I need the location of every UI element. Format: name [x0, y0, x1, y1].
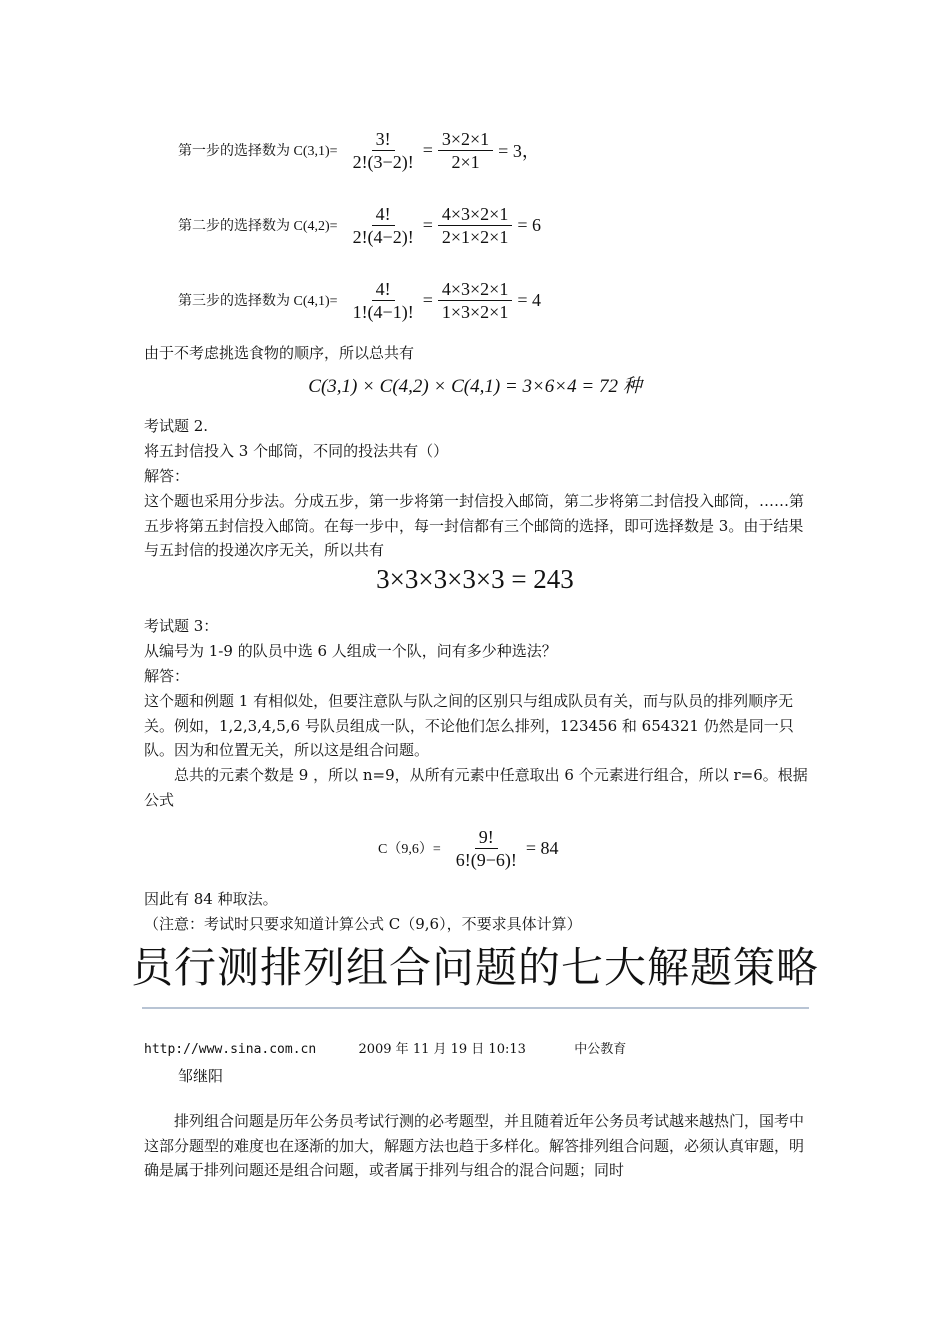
step-3-fraction-b	[438, 278, 512, 323]
q3-fraction	[452, 826, 521, 871]
fraction-denominator: 2!(3−2)!	[352, 151, 414, 172]
article-author: 邹继阳	[178, 1067, 224, 1085]
q3-note: （注意：考试时只要求知道计算公式 C（9,6），不要求具体计算）	[144, 915, 582, 933]
article-date: 2009 年 11 月 19 日 10:13	[358, 1042, 526, 1057]
step-1-fraction-b	[438, 128, 493, 173]
q3-conclusion: 因此有 84 种取法。	[144, 890, 278, 908]
step-3-fraction-a	[349, 278, 418, 323]
step-3-result: = 4	[517, 289, 541, 310]
step-2-fraction-b	[438, 203, 512, 248]
fraction-denominator: 1×3×2×1	[441, 301, 509, 322]
fraction-numerator: 4!	[372, 278, 395, 301]
step-2-label: 第二步的选择数为 C(4,2)=	[178, 219, 338, 234]
step-1-formula	[178, 120, 542, 180]
q2-answer-label: 解答：	[144, 467, 190, 485]
article-publisher: 中公教育	[574, 1042, 627, 1057]
step-1-fraction-a	[349, 128, 418, 173]
step-2-fraction-a	[349, 203, 418, 248]
fraction-numerator: 4×3×2×1	[438, 203, 512, 226]
fraction-numerator: 4×3×2×1	[438, 278, 512, 301]
total-intro-text: 由于不考虑挑选食物的顺序，所以总共有	[144, 344, 415, 362]
fraction-denominator: 6!(9−6)!	[455, 849, 517, 870]
step-2-formula	[178, 195, 543, 255]
q3-formula	[378, 818, 561, 878]
total-formula: C(3,1) × C(4,2) × C(4,1) = 3×6×4 = 72 种	[308, 376, 642, 397]
equals-sign: =	[422, 139, 433, 160]
q2-formula: 3×3×3×3×3 = 243	[376, 564, 574, 594]
q3-answer-label: 解答：	[144, 667, 190, 685]
q3-explanation-2: 总共的元素个数是 9 ，所以 n=9，从所有元素中任意取出 6 个元素进行组合，所以 r=6。根据公式	[144, 766, 808, 809]
fraction-numerator: 4!	[372, 203, 395, 226]
equals-sign: =	[422, 214, 433, 235]
step-2-result: = 6	[517, 214, 541, 235]
step-3-formula	[178, 270, 543, 330]
step-3-label: 第三步的选择数为 C(4,1)=	[178, 294, 338, 309]
step-1-label: 第一步的选择数为 C(3,1)=	[178, 144, 338, 159]
fraction-denominator: 2×1×2×1	[441, 226, 509, 247]
q3-formula-label: C（9,6）=	[378, 842, 441, 857]
q2-question: 将五封信投入 3 个邮筒，不同的投法共有（）	[144, 442, 449, 460]
fraction-denominator: 2!(4−2)!	[352, 226, 414, 247]
q2-title: 考试题 2.	[144, 417, 209, 435]
article-body: 排列组合问题是历年公务员考试行测的必考题型，并且随着近年公务员考试越来越热门，国考中这部分题型的难度也在逐渐的加大，解题方法也趋于多样化。解答排列组合问题，必须认真审题，明确是属于排列问题还是组合问题，或者属于排列与组合的混合问题；同时	[144, 1112, 805, 1179]
step-1-result: = 3，	[498, 141, 540, 161]
fraction-numerator: 9!	[475, 826, 498, 849]
q3-formula-result: = 84	[525, 837, 559, 858]
fraction-numerator: 3!	[372, 128, 395, 151]
article-meta	[144, 1040, 626, 1060]
source-link[interactable]: http://www.sina.com.cn	[144, 1042, 317, 1057]
title-divider	[142, 1007, 809, 1009]
fraction-numerator: 3×2×1	[438, 128, 493, 151]
q3-explanation: 这个题和例题 1 有相似处，但要注意队与队之间的区别只与组成队员有关，而与队员的排列顺序无关。例如，1,2,3,4,5,6 号队员组成一队，不论他们怎么排列，123456 和 654321 仍然是同一只队。因为和位置无关，所以这是组合问题。	[144, 692, 794, 759]
q3-title: 考试题 3：	[144, 617, 219, 635]
fraction-denominator: 1!(4−1)!	[352, 301, 414, 322]
fraction-denominator: 2×1	[451, 151, 480, 172]
q3-question: 从编号为 1-9 的队员中选 6 人组成一个队，问有多少种选法？	[144, 642, 557, 660]
q2-explanation: 这个题也采用分步法。分成五步，第一步将第一封信投入邮筒，第二步将第二封信投入邮筒，……第五步将第五封信投入邮筒。在每一步中，每一封信都有三个邮筒的选择，即可选择数是 3。由于结果与五封信的投递次序无关，所以共有	[144, 492, 805, 559]
equals-sign: =	[422, 289, 433, 310]
article-title: 员行测排列组合问题的七大解题策略	[130, 943, 819, 992]
